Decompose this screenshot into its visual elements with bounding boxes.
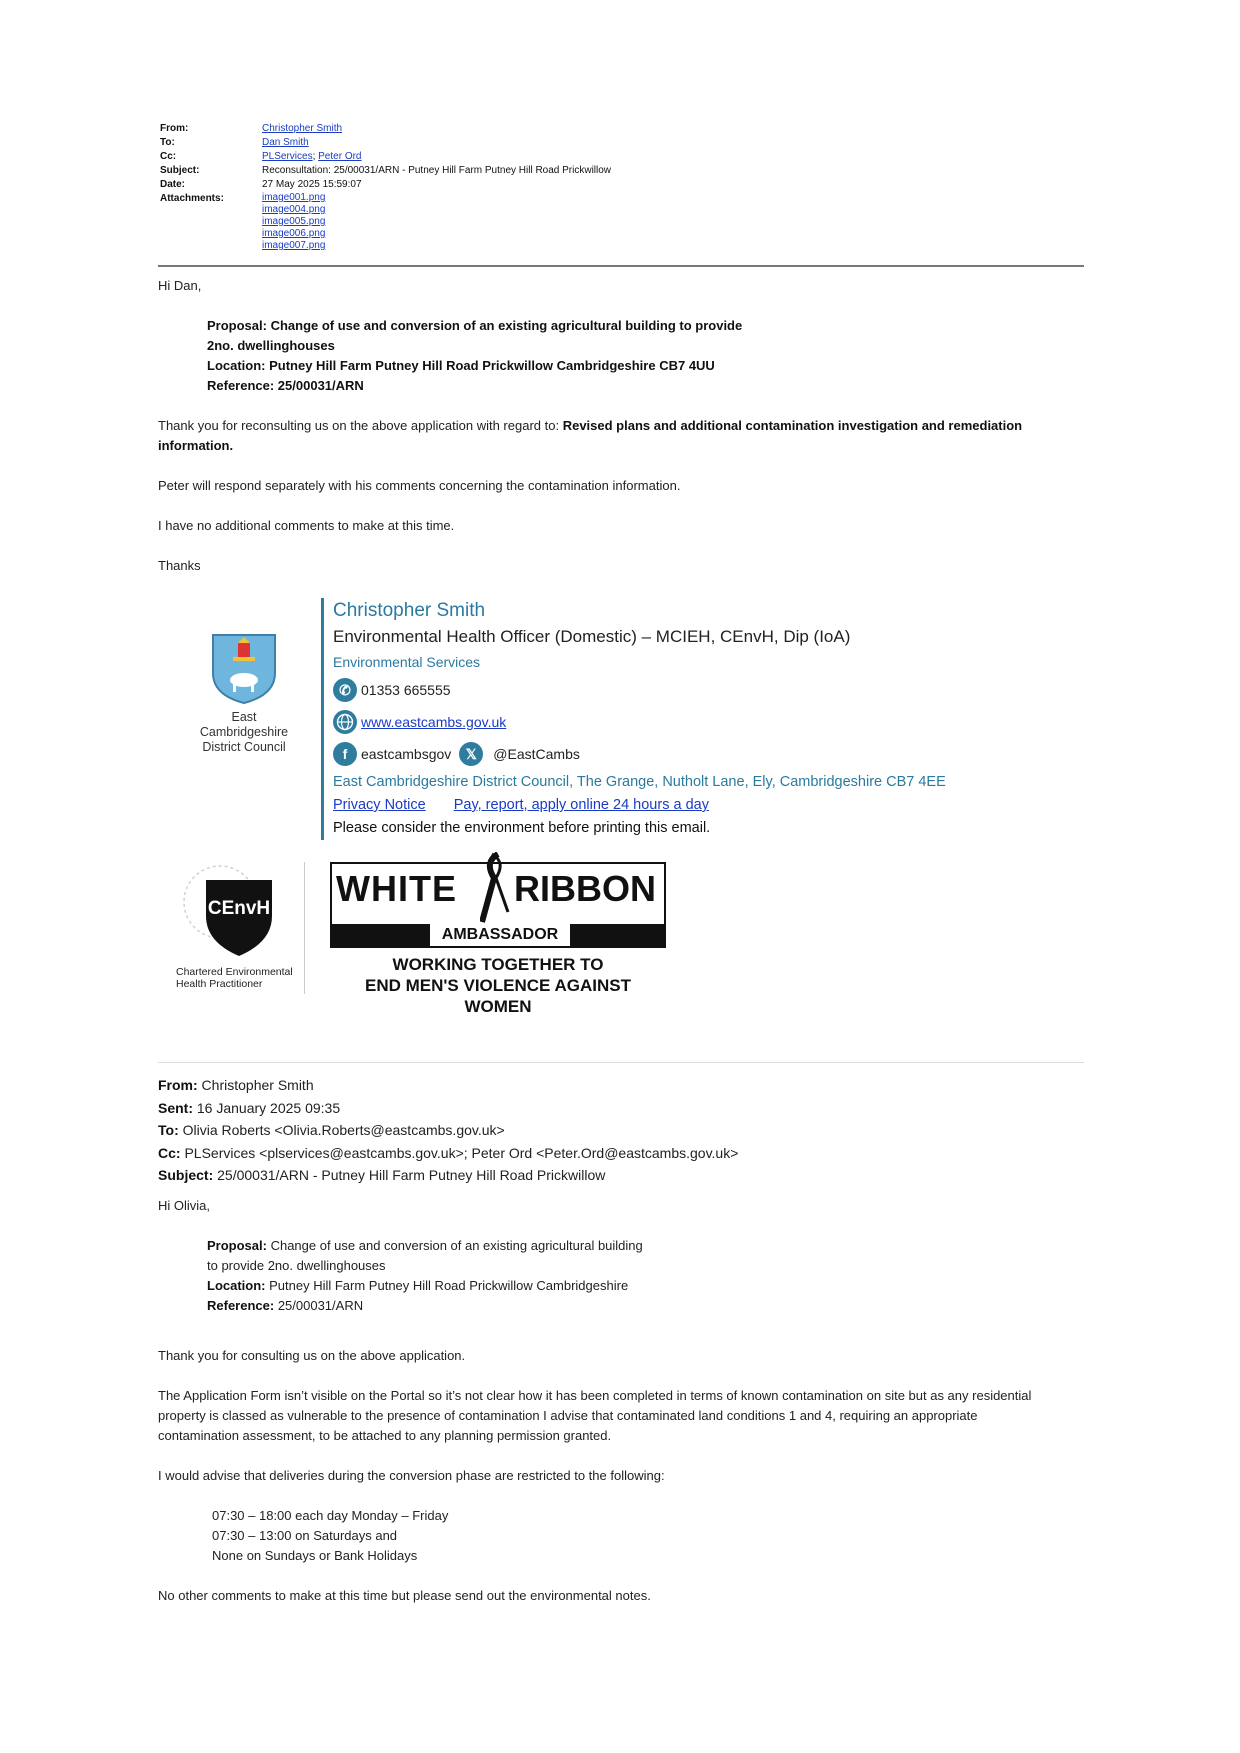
delivery-hours-sunday: None on Sundays or Bank Holidays	[212, 1548, 418, 1563]
quoted-to-label: To:	[158, 1122, 179, 1138]
cc-link-plservices[interactable]: PLServices	[262, 151, 313, 162]
email-signature	[321, 598, 1033, 840]
quoted-reference-value: 25/00031/ARN	[274, 1298, 364, 1313]
quoted-sent-label: Sent:	[158, 1099, 193, 1116]
quoted-cc-value: PLServices <plservices@eastcambs.gov.uk>; Peter Ord <Peter.Ord@eastcambs.gov.uk>	[180, 1144, 739, 1161]
privacy-notice-link[interactable]: Privacy Notice	[333, 797, 426, 813]
social-row	[333, 738, 1033, 770]
quoted-to-row	[158, 1119, 738, 1142]
date-label: Date:	[160, 179, 186, 190]
paragraph-peter: Peter will respond separately with his comments concerning the contamination information.	[158, 478, 681, 493]
x-twitter-icon[interactable]: 𝕏	[459, 742, 483, 766]
quoted-proposal-cont: to provide 2no. dwellinghouses	[207, 1258, 386, 1273]
attachments-label: Attachments:	[160, 193, 224, 204]
facebook-handle: eastcambsgov	[361, 746, 452, 762]
quoted-location-value: Putney Hill Farm Putney Hill Road Prickwillow Cambridgeshire	[265, 1278, 629, 1293]
slogan-line1: WORKING TOGETHER TO	[392, 955, 604, 974]
slogan-line2: END MEN'S VIOLENCE AGAINST WOMEN	[365, 976, 631, 1016]
cenvh-caption	[176, 966, 293, 990]
application-line2: property is classed as vulnerable to the presence of contamination I advise that contaminated land conditions 1 and 4, requiring an appropriate	[158, 1408, 978, 1423]
signature-title: Environmental Health Officer (Domestic) – MCIEH, CEnvH, Dip (IoA)	[333, 627, 851, 646]
council-address: East Cambridgeshire District Council, The Grange, Nutholt Lane, Ely, Cambridgeshire CB7 4EE	[333, 774, 946, 790]
proposal-line-cont: 2no. dwellinghouses	[207, 338, 335, 353]
attachment-link[interactable]: image006.png	[262, 228, 326, 239]
to-label: To:	[160, 137, 175, 148]
proposal-block	[207, 316, 742, 396]
reference-line: Reference: 25/00031/ARN	[207, 378, 364, 393]
proposal-line: Proposal: Change of use and conversion of an existing agricultural building to provide	[207, 318, 743, 333]
paragraph-text: Thank you for reconsulting us on the above application with regard to:	[158, 418, 563, 433]
attachment-link[interactable]: image005.png	[262, 216, 326, 227]
council-name-line2: District Council	[202, 740, 286, 754]
council-logo	[186, 633, 302, 755]
quoted-paragraph-thanks: Thank you for consulting us on the above application.	[158, 1348, 466, 1363]
globe-icon	[333, 710, 357, 734]
quoted-to-value: Olivia Roberts <Olivia.Roberts@eastcambs.gov.uk>	[178, 1122, 505, 1138]
delivery-hours-list	[212, 1506, 448, 1566]
email-header	[160, 122, 611, 252]
website-row	[333, 706, 1033, 738]
environment-note: Please consider the environment before printing this email.	[333, 820, 711, 836]
quoted-cc-row	[158, 1142, 738, 1165]
white-ribbon-word-white: WHITE	[336, 868, 457, 909]
quoted-paragraph-application	[158, 1386, 1088, 1446]
application-line1: The Application Form isn’t visible on the Portal so it’s not clear how it has been completed in terms of known contamination on site but as any residential	[158, 1388, 1032, 1403]
signoff: Thanks	[158, 558, 201, 573]
cenvh-caption-line1: Chartered Environmental	[176, 966, 293, 978]
quoted-from-label: From:	[158, 1077, 198, 1093]
subject-label: Subject:	[160, 165, 200, 176]
facebook-icon[interactable]: f	[333, 742, 357, 766]
delivery-hours-saturday: 07:30 – 13:00 on Saturdays and	[212, 1528, 398, 1543]
quoted-from-row	[158, 1074, 738, 1097]
delivery-hours-weekday: 07:30 – 18:00 each day Monday – Friday	[212, 1508, 449, 1523]
quoted-proposal-block	[207, 1236, 643, 1316]
quoted-subject-label: Subject:	[158, 1167, 214, 1183]
greeting: Hi Dan,	[158, 278, 202, 293]
white-ribbon-slogan	[330, 954, 666, 1017]
from-link[interactable]: Christopher Smith	[262, 123, 343, 134]
quoted-location-line	[207, 1276, 643, 1296]
quoted-location-label: Location:	[207, 1278, 266, 1293]
ambassador-label: AMBASSADOR	[430, 924, 570, 946]
quoted-proposal-line	[207, 1236, 643, 1256]
thread-divider	[158, 1062, 1084, 1063]
quoted-proposal-value: Change of use and conversion of an existing agricultural building	[266, 1238, 643, 1253]
attachment-link[interactable]: image007.png	[262, 240, 326, 251]
quoted-from-value: Christopher Smith	[197, 1077, 314, 1093]
location-line: Location: Putney Hill Farm Putney Hill Road Prickwillow Cambridgeshire CB7 4UU	[207, 358, 715, 373]
signature-links	[333, 794, 1033, 817]
date-value: 27 May 2025 15:59:07	[262, 179, 362, 190]
quoted-subject-row	[158, 1164, 738, 1187]
header-divider	[158, 265, 1084, 267]
white-ribbon-logo	[330, 862, 666, 1016]
pay-report-apply-link[interactable]: Pay, report, apply online 24 hours a day	[453, 797, 709, 813]
quoted-subject-value: 25/00031/ARN - Putney Hill Farm Putney Hill Road Prickwillow	[213, 1167, 606, 1183]
ribbon-icon	[480, 852, 510, 924]
to-link[interactable]: Dan Smith	[262, 137, 309, 148]
paragraph-bold: Revised plans and additional contamination investigation and remediation information.	[158, 418, 1023, 453]
attachment-link[interactable]: image004.png	[262, 204, 326, 215]
twitter-handle: @EastCambs	[493, 746, 580, 762]
quoted-proposal-label: Proposal:	[207, 1238, 267, 1253]
council-name-line1: East Cambridgeshire	[199, 710, 289, 739]
quoted-sent-row	[158, 1097, 738, 1120]
cc-label: Cc:	[160, 151, 177, 162]
cenvh-badge-text: CEnvH	[207, 898, 271, 919]
quoted-reference-line	[207, 1296, 643, 1316]
attachment-link[interactable]: image001.png	[262, 192, 326, 203]
council-crest-icon	[211, 633, 277, 705]
quoted-cc-label: Cc:	[158, 1144, 181, 1161]
application-line3: contamination assessment, to be attached to any planning permission granted.	[158, 1428, 612, 1443]
quoted-greeting: Hi Olivia,	[158, 1198, 211, 1213]
white-ribbon-word-ribbon: RIBBON	[514, 868, 656, 909]
cc-link-peter-ord[interactable]: Peter Ord	[318, 151, 362, 162]
cenvh-caption-line2: Health Practitioner	[176, 978, 263, 990]
website-link[interactable]: www.eastcambs.gov.uk	[361, 714, 507, 730]
quoted-reference-label: Reference:	[207, 1298, 275, 1313]
quoted-email-header	[158, 1074, 738, 1187]
signature-department: Environmental Services	[333, 654, 481, 670]
attachments-list	[262, 192, 325, 252]
paragraph-no-comments: I have no additional comments to make at this time.	[158, 518, 455, 533]
quoted-paragraph-closing: No other comments to make at this time but please send out the environmental notes.	[158, 1588, 651, 1603]
paragraph-reconsult	[158, 416, 1078, 456]
phone-icon: ✆	[333, 678, 357, 702]
phone-row	[333, 674, 1033, 706]
phone-number: 01353 665555	[361, 682, 451, 698]
cc-separator: ;	[312, 151, 316, 162]
signature-name: Christopher Smith	[333, 600, 486, 621]
subject-value: Reconsultation: 25/00031/ARN - Putney Hill Farm Putney Hill Road Prickwillow	[262, 165, 612, 176]
from-label: From:	[160, 123, 189, 134]
quoted-paragraph-deliveries: I would advise that deliveries during the conversion phase are restricted to the following:	[158, 1468, 665, 1483]
cenvh-logo	[176, 862, 305, 994]
quoted-sent-value: 16 January 2025 09:35	[193, 1099, 341, 1116]
